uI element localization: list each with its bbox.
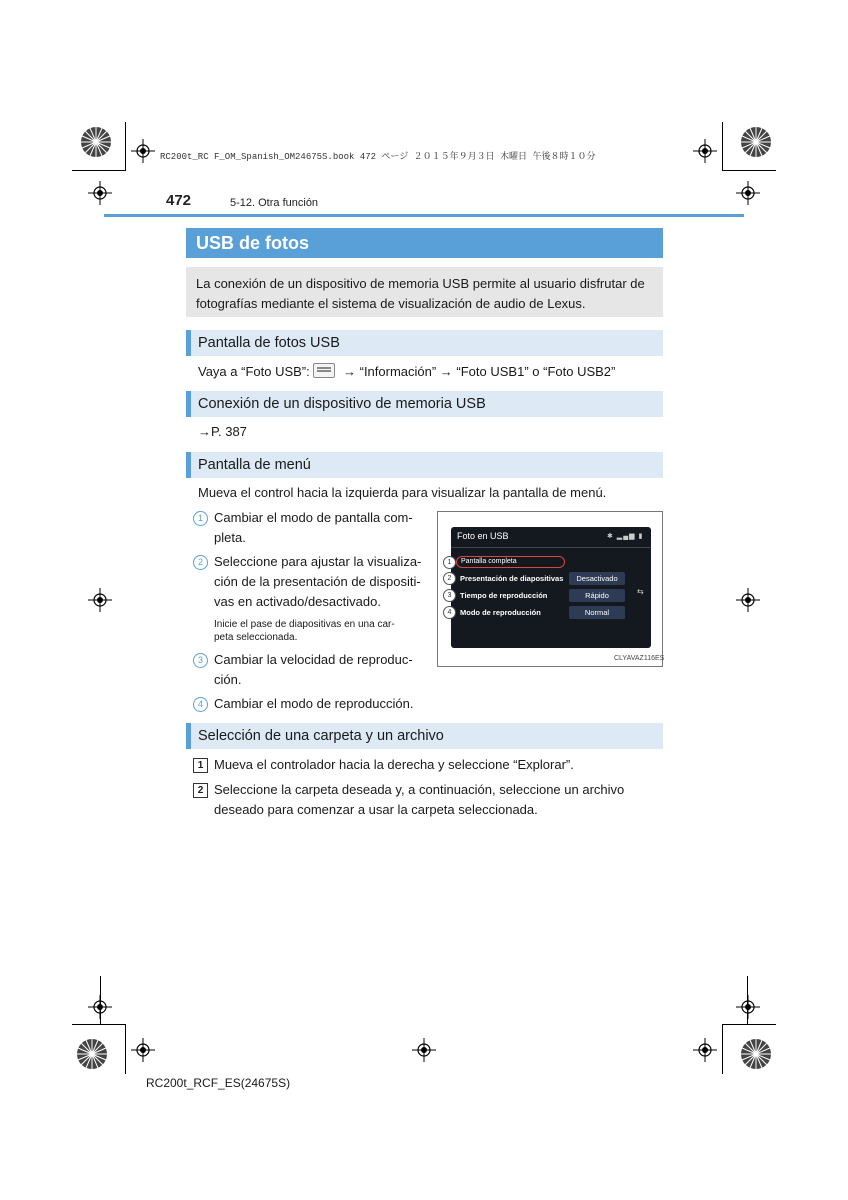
step-line: Mueva el controlador hacia la derecha y seleccione “Explorar”.: [214, 757, 574, 772]
note-line: peta seleccionada.: [214, 632, 298, 643]
item-number: 4: [193, 697, 208, 712]
return-icon: ⇆: [637, 587, 644, 596]
crop-line: [125, 122, 126, 170]
footer-code: RC200t_RCF_ES(24675S): [146, 1076, 291, 1090]
registration-mark-top-left: [76, 122, 116, 162]
registration-mark-top-right: [736, 122, 776, 162]
item-number: 2: [193, 555, 208, 570]
item-number: 3: [193, 653, 208, 668]
crosshair-mark-bottom-left: [131, 1038, 155, 1062]
print-header: RC200t_RC F_OM_Spanish_OM24675S.book 472 ページ ２０１５年９月３日 木曜日 午後８時１０分: [160, 152, 596, 162]
step-number: 2: [193, 783, 208, 798]
screen-illustration: [451, 527, 651, 648]
item-line: Seleccione para ajustar la visualiza-: [214, 554, 422, 569]
crop-line: [722, 122, 723, 170]
step-line: Seleccione la carpeta deseada y, a continuación, seleccione un archivo: [214, 782, 625, 797]
step-line: deseado para comenzar a usar la carpeta seleccionada.: [214, 802, 538, 817]
crop-line: [125, 1024, 126, 1074]
section-heading-conexion: Conexión de un dispositivo de memoria USB: [186, 391, 663, 417]
page-title: USB de fotos: [186, 228, 663, 258]
menu-button-icon: [313, 363, 335, 378]
screen-divider: [451, 547, 651, 548]
crosshair-mark-right-middle: [736, 588, 760, 612]
crop-line: [100, 976, 101, 1024]
page-reference: →P. 387: [198, 424, 247, 439]
page-number: 472: [166, 192, 192, 209]
item-line: Cambiar la velocidad de reproduc-: [214, 652, 413, 667]
crop-line: [722, 1024, 723, 1074]
header-rule: [104, 214, 744, 217]
screen-option-label: Tiempo de reproducción: [460, 591, 548, 600]
screen-callout: 1: [443, 556, 456, 569]
crop-line: [722, 1024, 776, 1025]
navigation-instruction: [198, 363, 615, 379]
crosshair-mark-top-left: [131, 139, 155, 163]
menu-item-description: [214, 552, 424, 612]
crosshair-mark-left-upper: [88, 181, 112, 205]
item-number: 1: [193, 511, 208, 526]
crop-line: [72, 1024, 126, 1025]
item-line: ción.: [214, 672, 242, 687]
menu-instruction: Mueva el control hacia la izquierda para visualizar la pantalla de menú.: [198, 485, 607, 500]
screen-title: Foto en USB: [457, 531, 509, 541]
crop-line: [722, 170, 776, 171]
menu-item-description: [214, 508, 424, 548]
screen-option-pantalla-completa: Pantalla completa: [456, 556, 565, 568]
status-icons: ✱ ▂▄▆ ▮: [607, 533, 644, 540]
section-heading-pantalla-fotos: Pantalla de fotos USB: [186, 330, 663, 356]
crosshair-mark-right-upper: [736, 181, 760, 205]
screen-option-value: Desactivado: [569, 572, 625, 585]
step-description: [214, 780, 658, 820]
item-line: pleta.: [214, 530, 246, 545]
instruction-text: → “Información” → “Foto USB1” o “Foto USB2”: [343, 364, 616, 379]
intro-line: fotografías mediante el sistema de visualización de audio de Lexus.: [196, 296, 586, 311]
item-line: vas en activado/desactivado.: [214, 594, 381, 609]
step-number: 1: [193, 758, 208, 773]
screen-callout: 3: [443, 589, 456, 602]
screen-option-label: Modo de reproducción: [460, 608, 541, 617]
menu-item-description: [214, 650, 424, 690]
section-heading-seleccion: Selección de una carpeta y un archivo: [186, 723, 663, 749]
crosshair-mark-bottom-right: [693, 1038, 717, 1062]
screen-callout: 4: [443, 606, 456, 619]
intro-line: La conexión de un dispositivo de memoria USB permite al usuario disfrutar de: [196, 276, 645, 291]
illustration-code: CLYAVAZ116ES: [614, 655, 665, 662]
intro-box: [186, 267, 663, 317]
screen-option-value: Normal: [569, 606, 625, 619]
step-description: [214, 755, 658, 775]
menu-item-note: [214, 618, 424, 644]
menu-item-description: [214, 694, 424, 714]
registration-mark-bottom-left: [72, 1034, 112, 1074]
item-line: Cambiar el modo de reproducción.: [214, 696, 414, 711]
item-line: ción de la presentación de dispositi-: [214, 574, 421, 589]
instruction-text: Vaya a “Foto USB”:: [198, 364, 310, 379]
crosshair-mark-right-lower: [736, 995, 760, 1019]
screen-option-value: Rápido: [569, 589, 625, 602]
item-line: Cambiar el modo de pantalla com-: [214, 510, 413, 525]
crosshair-mark-top-right: [693, 139, 717, 163]
crop-line: [72, 170, 126, 171]
crosshair-mark-left-middle: [88, 588, 112, 612]
section-heading-menu: Pantalla de menú: [186, 452, 663, 478]
crop-line: [747, 976, 748, 1024]
crosshair-mark-bottom-center: [412, 1038, 436, 1062]
screen-callout: 2: [443, 572, 456, 585]
registration-mark-bottom-right: [736, 1034, 776, 1074]
screen-option-label: Presentación de diapositivas: [460, 574, 564, 583]
section-reference: 5-12. Otra función: [230, 197, 319, 209]
note-line: Inicie el pase de diapositivas en una car-: [214, 619, 395, 630]
